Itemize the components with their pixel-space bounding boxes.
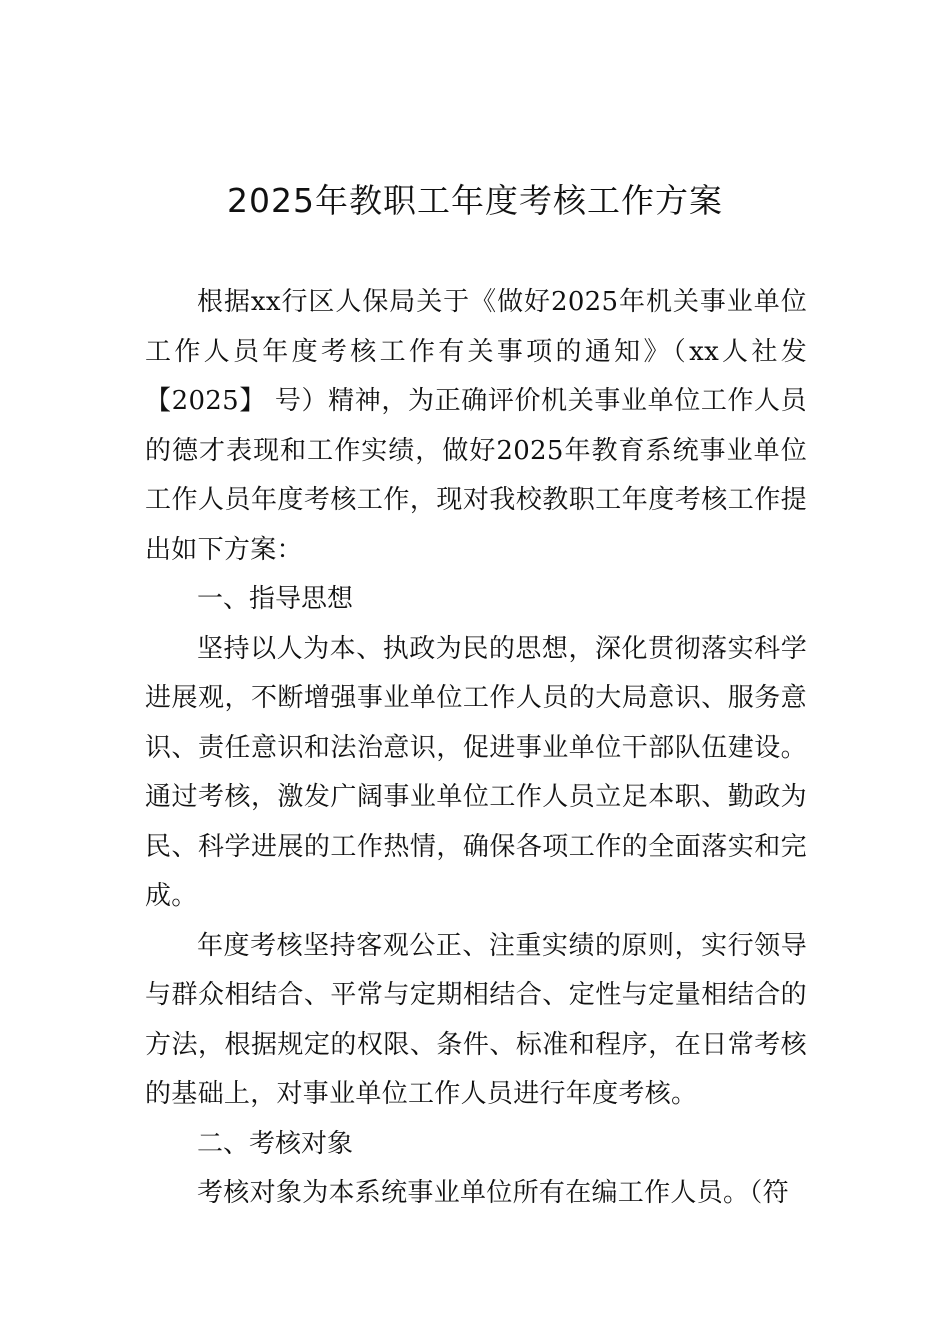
section-heading-guiding-ideology: 一、指导思想 <box>197 584 354 614</box>
principles-paragraph: 年度考核坚持客观公正、注重实绩的原则，实行领导与群众相结合、平常与定期相结合、定性与定量相结合的方法，根据规定的权限、条件、标准和程序，在日常考核的基础上，对事业单位工作人员进行年度考核。 <box>145 930 807 1109</box>
guiding-ideology-paragraph: 坚持以人为本、执政为民的思想，深化贯彻落实科学进展观，不断增强事业单位工作人员的大局意识、服务意识、责任意识和法治意识，促进事业单位干部队伍建设。通过考核，激发广阔事业单位工作人员立足本职、勤政为民、科学进展的工作热情，确保各项工作的全面落实和完成。 <box>145 633 807 911</box>
section-heading-assessment-targets: 二、考核对象 <box>197 1128 354 1159</box>
document-body <box>145 278 807 1219</box>
document-title: 2025年教职工年度考核工作方案 <box>227 181 723 220</box>
intro-paragraph: 根据xx行区人保局关于《做好2025年机关事业单位工作人员年度考核工作有关事项的通知》（xx人社发【2025】 号）精神，为正确评价机关事业单位工作人员的德才表现和工作实绩，做好2025年教育系统事业单位工作人员年度考核工作，现对我校教职工年度考核工作提出如下方案： <box>145 287 807 565</box>
assessment-targets-paragraph: 考核对象为本系统事业单位所有在编工作人员。（符 <box>197 1178 789 1208</box>
